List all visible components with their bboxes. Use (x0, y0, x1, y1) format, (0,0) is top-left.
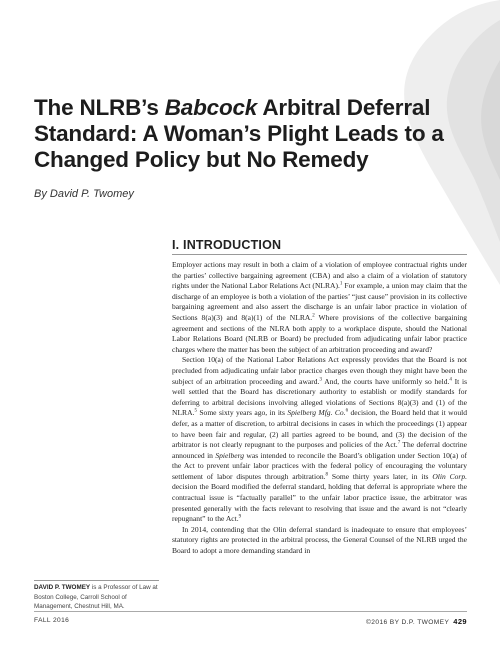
footnote-ref[interactable]: 9 (238, 514, 242, 520)
author-note-divider (34, 580, 159, 581)
footnote-ref[interactable]: 2 (312, 313, 315, 319)
article-title: The NLRB’s Babcock Arbitral Deferral Standard: A Woman’s Plight Leads to a Changed Policy but No Remedy (34, 95, 444, 172)
section-divider (172, 254, 467, 255)
case-name: Olin Corp. (432, 471, 468, 481)
page-number: 429 (453, 617, 467, 626)
article-body (172, 260, 467, 557)
footer-divider (34, 611, 467, 612)
case-name: Spielberg (215, 450, 245, 460)
author-note: DAVID P. TWOMEY is a Professor of Law at Boston College, Carroll School of Management, Chestnut Hill, MA. (34, 584, 158, 610)
case-name: Spielberg Mfg. Co. (287, 408, 346, 418)
footnote-ref[interactable]: 8 (325, 472, 329, 478)
footnote-ref[interactable]: 3 (319, 377, 322, 383)
paragraph-1: Employer actions may result in both a claim of a violation of employee contractual rights under the parties’ collective bargaining agreement (CBA) and also a claim of a violation of statutory rights under the National Labor Relations Act (NLRA).$^1$ For example, a union may claim that the discharge of an employee is both a violation of the parties’ “just cause” provision in its collective bargaining agreement and also assert the discharge is an unfair labor practice in violation of Sections 8(a)(3) and 8(a)(1) of the NLRA.$^2$ Where provisions of the collective bargaining agreement and sections of the NLRA both apply to a workplace dispute, should the National Labor Relations Board (NLRB or Board) be precluded from adjudicating unfair labor practice charges where the matter has been the subject of an arbitration proceeding and award? (172, 260, 467, 354)
footnote-ref[interactable]: 6 (345, 408, 349, 414)
byline: By David P. Twomey (34, 188, 134, 200)
footnote-ref[interactable]: 4 (449, 377, 452, 383)
issue-label: FALL 2016 (34, 617, 70, 624)
footnote-ref[interactable]: 5 (194, 408, 197, 414)
case-name-babcock: Babcock (164, 95, 258, 120)
author-name: DAVID P. TWOMEY (34, 584, 91, 591)
section-heading: I. INTRODUCTION (172, 238, 282, 252)
copyright-line: ©2016 BY D.P. TWOMEY 429 (366, 617, 467, 626)
footnote-ref[interactable]: 1 (339, 281, 343, 287)
footnote-ref[interactable]: 7 (397, 440, 401, 446)
paragraph-3: In 2014, contending that the Olin deferral standard is inadequate to ensure that employees’ statutory rights are protected in the arbitral process, the General Counsel of the NLRB urged the Board to adopt a more demanding standard in (172, 524, 467, 556)
paragraph-2: Section 10(a) of the National Labor Relations Act expressly provides that the Board is not precluded from adjudicating unfair labor practice charges even though they might have been the subject of an arbitration proceeding and award.$^3$ And, the courts have uniformly so held.$^4$ It is well settled that the Board has discretionary authority to establish or modify standards for deferring to arbitral decisions involving alleged violations of Sections 8(a)(3) and (1) of the NLRA.$^5$ Some sixty years ago, in its Spielberg Mfg. Co.$^6$ decision, the Board held that it would defer, as a matter of discretion, to arbitral decisions in cases in which the proceedings (1) appear to have been fair and regular, (2) all parties agreed to be bound, and (3) the decision of the arbitrator is not clearly repugnant to the purposes and policies of the Act.$^7$ The deferral doctrine announced in Spielberg was intended to reconcile the Board’s obligation under Section 10(a) of the Act to prevent unfair labor practices with the federal policy of encouraging the voluntary settlement of labor disputes through arbitration.$^8$ Some thirty years later, in its Olin Corp. decision the Board modified the deferral standard, holding that deferral is appropriate where the contractual issue is “factually parallel” to the unfair labor practice issue, the arbitrator was presented generally with the facts relevant to resolving that issue and the award is not “clearly repugnant” to the Act.$^9$ (172, 355, 468, 524)
